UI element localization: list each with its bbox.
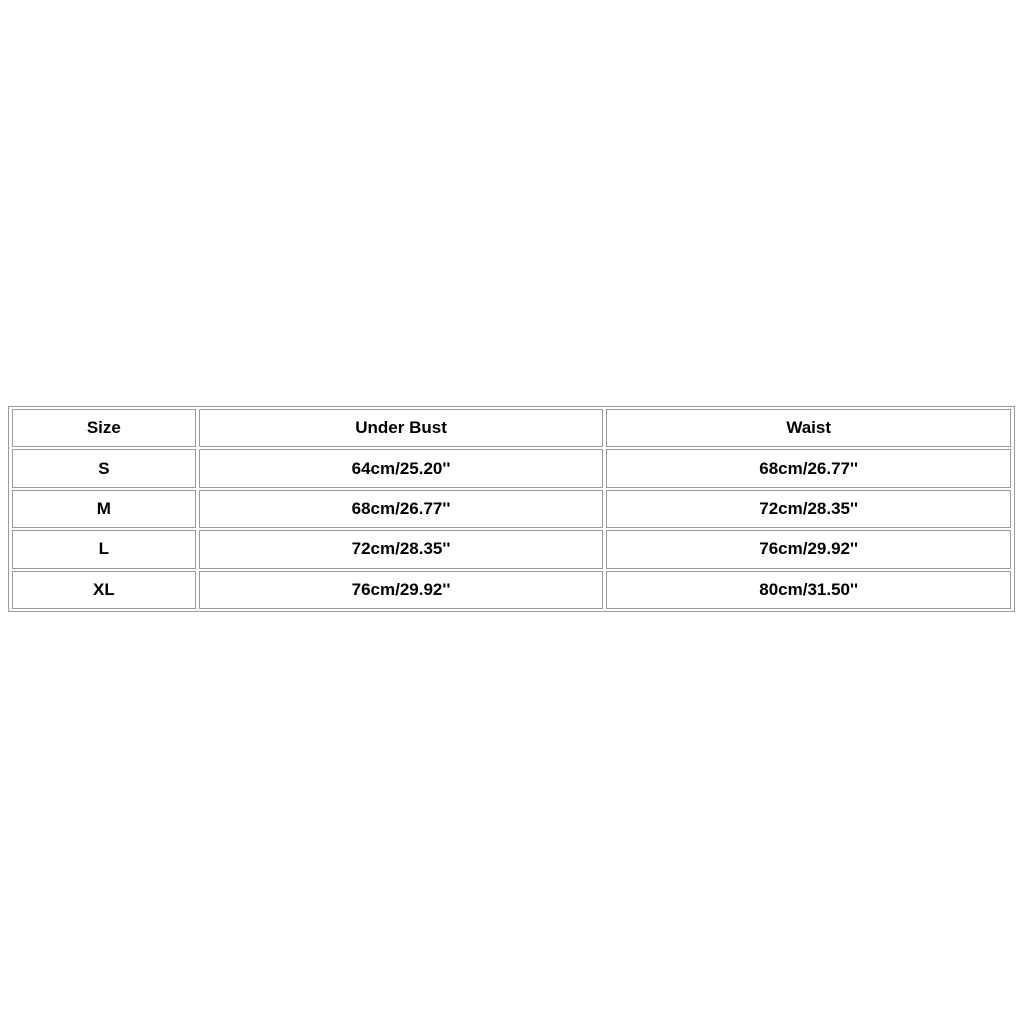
cell-size: L	[12, 530, 196, 568]
cell-size: M	[12, 490, 196, 528]
header-under-bust: Under Bust	[199, 409, 604, 447]
cell-under-bust: 76cm/29.92''	[199, 571, 604, 609]
table-row	[12, 449, 1011, 487]
cell-waist: 80cm/31.50''	[606, 571, 1011, 609]
cell-size: S	[12, 449, 196, 487]
cell-under-bust: 72cm/28.35''	[199, 530, 604, 568]
table-row	[12, 571, 1011, 609]
cell-waist: 76cm/29.92''	[606, 530, 1011, 568]
table-row	[12, 490, 1011, 528]
header-waist: Waist	[606, 409, 1011, 447]
cell-under-bust: 68cm/26.77''	[199, 490, 604, 528]
table-row	[12, 530, 1011, 568]
size-table	[9, 407, 1014, 611]
cell-size: XL	[12, 571, 196, 609]
header-size: Size	[12, 409, 196, 447]
cell-under-bust: 64cm/25.20''	[199, 449, 604, 487]
size-chart	[8, 406, 1015, 612]
table-header-row	[12, 409, 1011, 447]
cell-waist: 72cm/28.35''	[606, 490, 1011, 528]
cell-waist: 68cm/26.77''	[606, 449, 1011, 487]
